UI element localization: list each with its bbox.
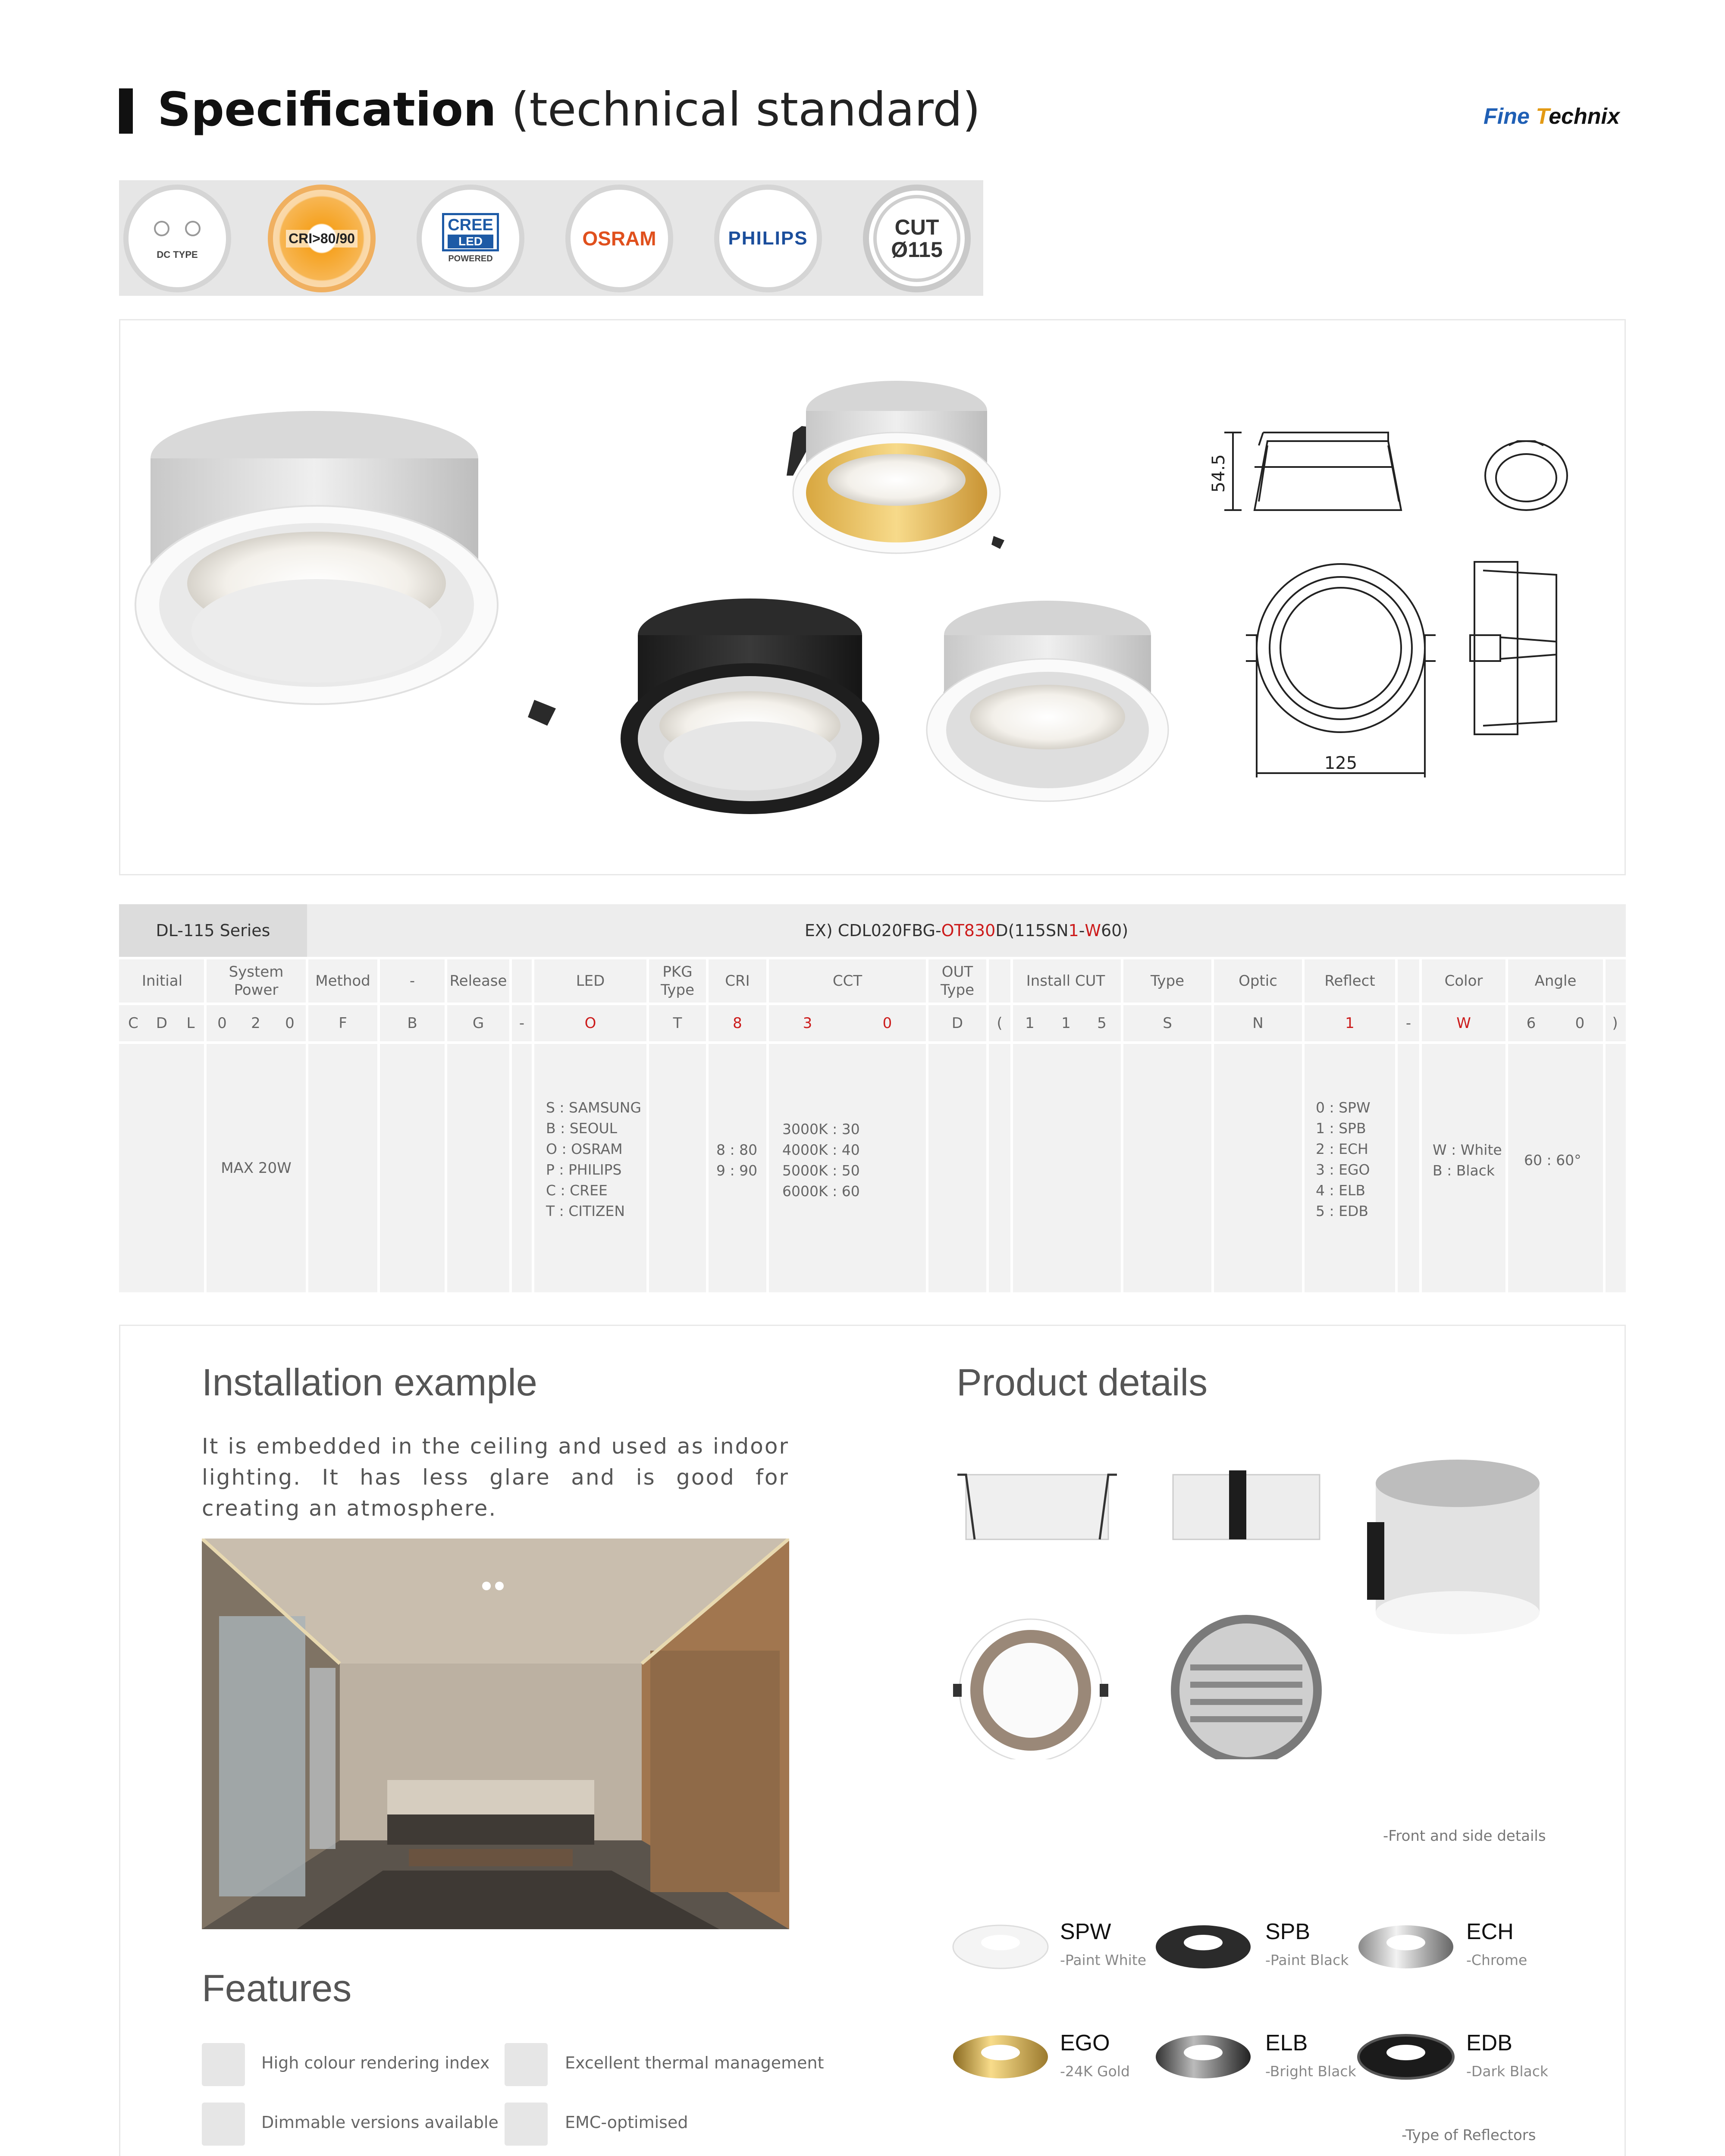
column-divider <box>1302 959 1305 1292</box>
example-part: EX) CDL020FBG- <box>804 921 941 940</box>
reflector-spw-image <box>953 1925 1048 1968</box>
philips-badge <box>714 185 822 292</box>
reflector-code: SPB <box>1265 1919 1311 1944</box>
column-divider <box>706 959 709 1292</box>
product-images-panel <box>119 319 1626 875</box>
example-part-led: OT <box>941 921 964 940</box>
black-downlight-image <box>621 599 879 814</box>
code-char: O <box>584 1015 596 1032</box>
column-divider <box>306 959 308 1292</box>
cree-powered-text: POWERED <box>448 254 493 263</box>
feature-badges <box>119 180 983 296</box>
feature-text: Dimmable versions available <box>261 2113 499 2132</box>
code-char: F <box>339 1015 347 1032</box>
series-label: DL-115 Series <box>119 904 307 957</box>
column-divider <box>1419 959 1422 1292</box>
code-char: - <box>1405 1015 1411 1032</box>
code-char: ) <box>1612 1015 1618 1032</box>
col-header-cct: CCT <box>832 972 862 990</box>
dc-type-badge <box>123 185 231 292</box>
column-divider <box>926 959 928 1292</box>
cct-options: 3000K : 30 4000K : 40 5000K : 50 6000K : 60 <box>782 1121 860 1200</box>
column-divider <box>986 959 989 1292</box>
technical-drawings <box>1224 432 1567 777</box>
code-char: ( <box>997 1015 1003 1032</box>
brand-logo <box>1484 103 1620 129</box>
col-header-type: Type <box>1150 972 1185 990</box>
col-header-color: Color <box>1444 972 1483 990</box>
code-char: W <box>1456 1015 1471 1032</box>
reflector-edb-image <box>1358 2035 1453 2078</box>
reflector-desc: -24K Gold <box>1060 2063 1130 2080</box>
code-char: 5 <box>1097 1015 1107 1032</box>
column-divider <box>377 959 380 1292</box>
cri-label: CRI>80/90 <box>286 230 358 248</box>
small-white-downlight-image <box>927 601 1168 801</box>
col-header-out-type: OUT Type <box>940 963 975 999</box>
code-char: B <box>407 1015 417 1032</box>
cri-badge <box>268 185 376 292</box>
product-detail-images <box>949 1457 1561 1759</box>
example-part-cri-cct: 830 <box>964 921 996 940</box>
back-view-image <box>1367 1460 1540 1634</box>
code-char: 0 <box>1575 1015 1585 1032</box>
reflector-types <box>949 1910 1596 2091</box>
reflect-options: 0 : SPW 1 : SPB 2 : ECH 3 : EGO 4 : ELB 5 : EDB <box>1316 1099 1371 1219</box>
col-header-initial: Initial <box>141 972 183 990</box>
code-char: D <box>156 1015 168 1032</box>
cri-options: 8 : 80 9 : 90 <box>716 1141 758 1179</box>
reflector-desc: -Paint Black <box>1265 1952 1349 1968</box>
title-bold: Specification <box>157 83 497 137</box>
reflectors-caption: -Type of Reflectors <box>1402 2127 1536 2144</box>
reflector-code: ELB <box>1265 2031 1308 2056</box>
feature-text: High colour rendering index <box>261 2053 490 2072</box>
title-subtitle: (technical standard) <box>496 83 981 137</box>
osram-logo-text: OSRAM <box>582 227 656 250</box>
column-divider <box>1121 959 1123 1292</box>
logo-text-echnix: echnix <box>1549 104 1620 129</box>
cree-badge <box>417 185 524 292</box>
column-divider <box>1211 959 1214 1292</box>
cree-text: CREE <box>448 216 493 234</box>
example-part: 60) <box>1101 921 1129 940</box>
code-char: N <box>1252 1015 1264 1032</box>
code-char: 0 <box>285 1015 295 1032</box>
code-char: C <box>128 1015 138 1032</box>
column-divider <box>532 959 534 1292</box>
system-power-value: MAX 20W <box>221 1159 292 1177</box>
col-header-system-power: System Power <box>229 963 284 999</box>
logo-text-t: T <box>1536 104 1549 129</box>
osram-badge <box>565 185 673 292</box>
reflector-desc: -Chrome <box>1466 1952 1527 1968</box>
philips-logo-text: PHILIPS <box>728 228 808 249</box>
large-white-downlight-image <box>135 320 556 726</box>
column-divider <box>1603 959 1606 1292</box>
angle-options: 60 : 60° <box>1524 1152 1581 1169</box>
col-header-reflect: Reflect <box>1324 972 1375 990</box>
column-divider <box>1395 959 1398 1292</box>
front-side-caption: -Front and side details <box>1383 1827 1546 1845</box>
code-char: D <box>951 1015 963 1032</box>
thermal-icon <box>505 2043 548 2086</box>
reflector-elb-image <box>1156 2035 1251 2078</box>
reflector-desc: -Bright Black <box>1265 2063 1356 2080</box>
side-profile-image <box>1173 1470 1320 1539</box>
reflector-spb-image <box>1156 1925 1251 1968</box>
code-char: 0 <box>217 1015 227 1032</box>
product-renders <box>120 320 1627 877</box>
column-divider <box>1505 959 1508 1292</box>
dimmer-icon <box>202 2103 245 2146</box>
installation-heading: Installation example <box>202 1361 537 1404</box>
emc-wave-icon <box>505 2103 548 2146</box>
cut-size-badge <box>863 185 971 292</box>
column-divider <box>766 959 769 1292</box>
code-char: 0 <box>882 1015 892 1032</box>
col-header-install-cut: Install CUT <box>1026 972 1105 990</box>
color-options: W : White B : Black <box>1433 1141 1502 1179</box>
cree-logo <box>442 213 499 251</box>
code-char: 1 <box>1025 1015 1035 1032</box>
rear-heatsink-image <box>1171 1615 1322 1759</box>
feature-text: EMC-optimised <box>565 2113 688 2132</box>
code-char: 8 <box>733 1015 742 1032</box>
column-divider <box>646 959 649 1292</box>
col-header-optic: Optic <box>1239 972 1277 990</box>
column-divider <box>445 959 447 1292</box>
reflector-ego-image <box>953 2035 1048 2078</box>
dc-type-label: DC TYPE <box>157 249 198 260</box>
code-char: L <box>186 1015 195 1032</box>
row-divider <box>119 1041 1626 1044</box>
code-char: S <box>1163 1015 1172 1032</box>
column-divider <box>509 959 512 1292</box>
reflector-code: ECH <box>1466 1919 1514 1944</box>
col-header-dash: - <box>409 972 415 990</box>
code-char: T <box>673 1015 682 1032</box>
col-header-angle: Angle <box>1534 972 1577 990</box>
height-dimension-label: 54.5 <box>1209 454 1229 493</box>
reflector-desc: -Paint White <box>1060 1952 1147 1968</box>
reflector-code: EGO <box>1060 2031 1110 2056</box>
code-char: 2 <box>251 1015 260 1032</box>
reflector-code: SPW <box>1060 1919 1111 1944</box>
reflector-desc: -Dark Black <box>1466 2063 1548 2080</box>
installation-text: It is embedded in the ceiling and used as indoor lighting. It has less glare and is good for creating an atmosphere. <box>202 1434 789 1521</box>
feature-text: Excellent thermal management <box>565 2053 824 2072</box>
col-header-method: Method <box>315 972 370 990</box>
col-header-release: Release <box>449 972 507 990</box>
logo-text-fine: Fine <box>1484 104 1536 129</box>
cree-led-text: LED <box>448 235 493 248</box>
cut-label: CUT <box>894 215 939 239</box>
reflector-ech-image <box>1358 1925 1453 1968</box>
code-char: - <box>519 1015 525 1032</box>
example-part: D(115SN <box>995 921 1069 940</box>
spec-table <box>119 904 1626 1292</box>
product-details-heading: Product details <box>957 1361 1208 1404</box>
example-code <box>307 904 1626 957</box>
column-divider <box>204 959 207 1292</box>
led-options: S : SAMSUNG B : SEOUL O : OSRAM P : PHILIPS C : CREE T : CITIZEN <box>546 1099 642 1219</box>
reflector-code: EDB <box>1466 2031 1512 2056</box>
code-char: 6 <box>1526 1015 1536 1032</box>
example-part: - <box>1079 921 1085 940</box>
light-bulb-icon <box>202 2043 245 2086</box>
example-part-color: W <box>1085 921 1101 940</box>
gold-reflector-downlight-image <box>787 381 1004 553</box>
col-header-led: LED <box>576 972 605 990</box>
title-accent-bar <box>119 88 133 134</box>
example-part-reflect: 1 <box>1068 921 1079 940</box>
code-char: 1 <box>1345 1015 1355 1032</box>
code-char: G <box>472 1015 484 1032</box>
code-char: 1 <box>1061 1015 1071 1032</box>
width-dimension-label: 125 <box>1324 753 1358 773</box>
col-header-cri: CRI <box>725 972 750 990</box>
cut-size-value: Ø115 <box>891 238 943 262</box>
dc-plug-icon <box>154 221 201 236</box>
installation-photo <box>202 1539 789 1929</box>
front-view-image <box>953 1619 1108 1759</box>
side-view-image <box>957 1475 1117 1539</box>
page-title <box>157 80 981 140</box>
column-divider <box>1010 959 1013 1292</box>
features-heading: Features <box>202 1967 352 2009</box>
code-char: 3 <box>803 1015 812 1032</box>
col-header-pkg-type: PKG Type <box>660 963 695 999</box>
